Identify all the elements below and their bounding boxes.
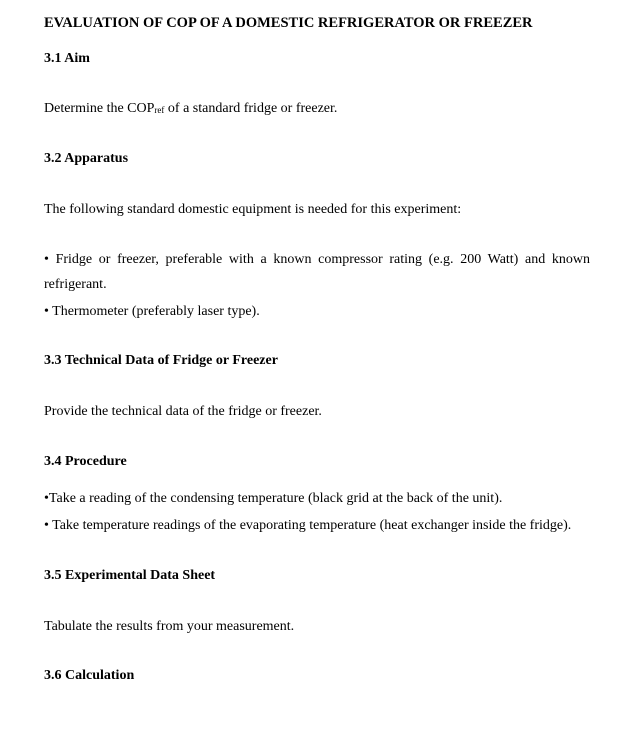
apparatus-bullet-fridge-line1: • Fridge or freezer, preferable with a known compressor rating (e.g. 200 Watt) and known (44, 252, 590, 267)
section-heading-apparatus: 3.2 Apparatus (44, 151, 129, 166)
technical-data-text: Provide the technical data of the fridge or freezer. (44, 404, 322, 419)
procedure-step-condensing: •Take a reading of the condensing temperature (black grid at the back of the unit). (44, 491, 503, 506)
section-heading-technical-data: 3.3 Technical Data of Fridge or Freezer (44, 353, 278, 368)
document-title: EVALUATION OF COP OF A DOMESTIC REFRIGERATOR OR FREEZER (44, 15, 533, 31)
data-sheet-text: Tabulate the results from your measurement. (44, 619, 295, 634)
apparatus-bullet-thermometer: • Thermometer (preferably laser type). (44, 304, 260, 319)
section-heading-calculation: 3.6 Calculation (44, 668, 135, 683)
aim-text-subscript: ref (154, 105, 165, 115)
section-heading-data-sheet: 3.5 Experimental Data Sheet (44, 568, 216, 583)
apparatus-intro: The following standard domestic equipment is needed for this experiment: (44, 202, 462, 217)
aim-text (44, 100, 337, 119)
section-heading-procedure: 3.4 Procedure (44, 454, 127, 469)
apparatus-bullet-fridge-line2: refrigerant. (44, 277, 107, 292)
section-heading-aim: 3.1 Aim (44, 51, 90, 66)
aim-text-end: of a standard fridge or freezer. (164, 101, 338, 116)
aim-text-start: Determine the COP (44, 101, 155, 116)
procedure-step-evaporating: • Take temperature readings of the evaporating temperature (heat exchanger inside the fridge). (44, 518, 572, 533)
